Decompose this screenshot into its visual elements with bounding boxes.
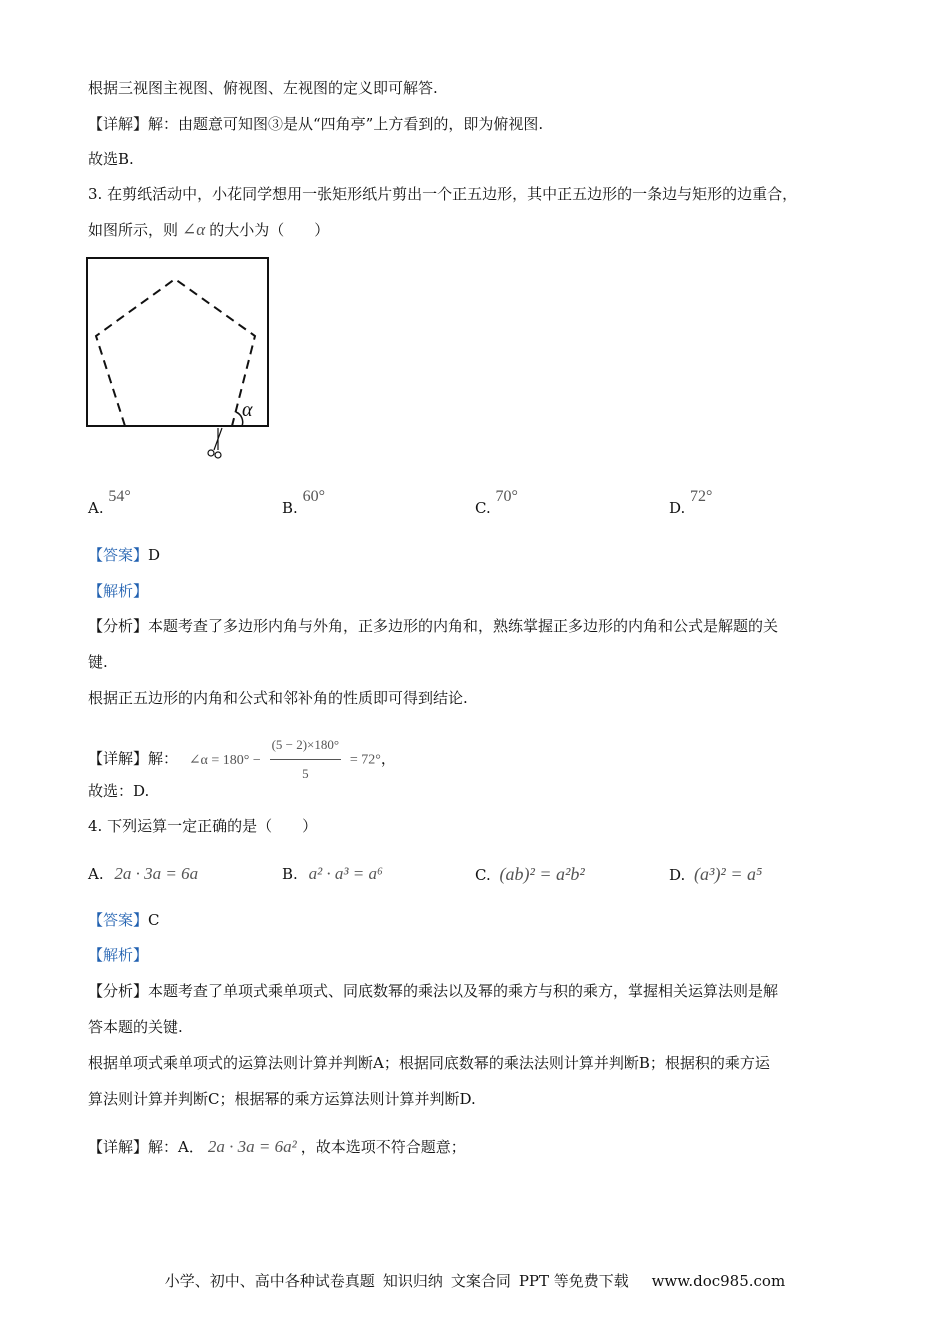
scissors-icon: [208, 428, 222, 458]
detail-expression: 2a · 3a = 6a²: [207, 1137, 297, 1156]
q4-option-d: D. (a³)² = a⁵: [669, 864, 763, 884]
analysis-line: 答本题的关键.: [88, 1018, 183, 1036]
stem-part: 如图所示，则: [88, 221, 179, 239]
fraction-numerator: (5 − 2)×180°: [270, 731, 342, 760]
footer-text: 文案合同: [450, 1272, 511, 1290]
analysis-text: 本题考查了多边形内角与外角，正多边形的内角和，熟练掌握正多边形的内角和公式是解题的关: [148, 617, 779, 635]
option-b: B. 60°: [282, 488, 325, 517]
footer-text: 小学、初中、高中各种试卷真题: [164, 1272, 375, 1290]
analysis-line: 根据单项式乘单项式的运算法则计算并判断A；根据同底数幂的乘法法则计算并判断B；根据积的乘方运: [88, 1054, 770, 1072]
answer-value: D: [148, 546, 161, 564]
pentagon-outline: [96, 279, 255, 426]
fraction-denominator: 5: [302, 766, 309, 781]
question-4-stem: 4. 下列运算一定正确的是（ ）: [88, 817, 318, 835]
footer-url[interactable]: www.doc985.com: [651, 1272, 786, 1290]
option-a: A. 54°: [88, 488, 131, 517]
angle-alpha: ∠α: [182, 220, 206, 239]
detail-line: [88, 1137, 466, 1157]
detail-tag: 【详解】: [88, 115, 149, 133]
q4-option-a: A. 2a · 3a = 6a: [88, 864, 199, 883]
rectangle-paper: [87, 258, 268, 426]
answer-tag: 【答案】: [88, 911, 149, 929]
formula-lhs: ∠α = 180° −: [188, 752, 261, 768]
question-3-stem-cont: [88, 220, 329, 240]
conclusion-line: 故选：D.: [88, 782, 150, 800]
detail-suffix: ，故本选项不符合题意；: [300, 1138, 466, 1156]
analysis-line: 根据正五边形的内角和公式和邻补角的性质即可得到结论.: [88, 689, 468, 707]
formula-rhs: = 72°: [349, 752, 381, 768]
jiexi-tag: 【解析】: [88, 582, 149, 600]
page-footer: [0, 1270, 950, 1291]
text-line: [88, 114, 543, 134]
detail-prefix: 解：: [148, 749, 179, 768]
text-line: 根据三视图主视图、俯视图、左视图的定义即可解答.: [88, 79, 438, 97]
q4-option-c: C. (ab)² = a²b²: [475, 864, 585, 884]
text-line: 故选B.: [88, 150, 134, 168]
analysis-tag: 【分析】: [88, 982, 149, 1000]
detail-tag: 【详解】: [88, 1138, 149, 1156]
q4-option-b: B. a² · a³ = a⁶: [282, 864, 383, 883]
analysis-line: [88, 981, 778, 1001]
detail-tag: 【详解】: [88, 749, 149, 768]
answer-line: [88, 910, 160, 930]
detail-line: [88, 731, 396, 788]
formula-fraction: [270, 731, 342, 788]
analysis-line: [88, 616, 778, 636]
answer-value: C: [148, 911, 160, 929]
detail-text: 解：由题意可知图③是从“四角亭”上方看到的，即为俯视图.: [148, 115, 544, 133]
detail-prefix: 解：A．: [148, 1138, 204, 1156]
answer-line: [88, 545, 160, 565]
detail-suffix: ，: [380, 749, 396, 768]
answer-tag: 【答案】: [88, 546, 149, 564]
analysis-line: 键.: [88, 653, 108, 671]
footer-text: 知识归纳: [382, 1272, 443, 1290]
question-3-stem: 3. 在剪纸活动中，小花同学想用一张矩形纸片剪出一个正五边形，其中正五边形的一条边与矩形的边重合，: [88, 185, 798, 203]
option-d: D. 72°: [669, 488, 713, 517]
option-c: C. 70°: [475, 488, 518, 517]
analysis-text: 本题考查了单项式乘单项式、同底数幂的乘法以及幂的乘方与积的乘方，掌握相关运算法则是解: [148, 982, 779, 1000]
analysis-line: 算法则计算并判断C；根据幂的乘方运算法则计算并判断D.: [88, 1090, 476, 1108]
analysis-tag: 【分析】: [88, 617, 149, 635]
footer-text: PPT 等免费下载: [518, 1272, 629, 1290]
alpha-label: α: [242, 399, 253, 421]
jiexi-tag: 【解析】: [88, 946, 149, 964]
stem-part: 的大小为（ ）: [209, 221, 330, 239]
pentagon-figure: [80, 250, 280, 470]
